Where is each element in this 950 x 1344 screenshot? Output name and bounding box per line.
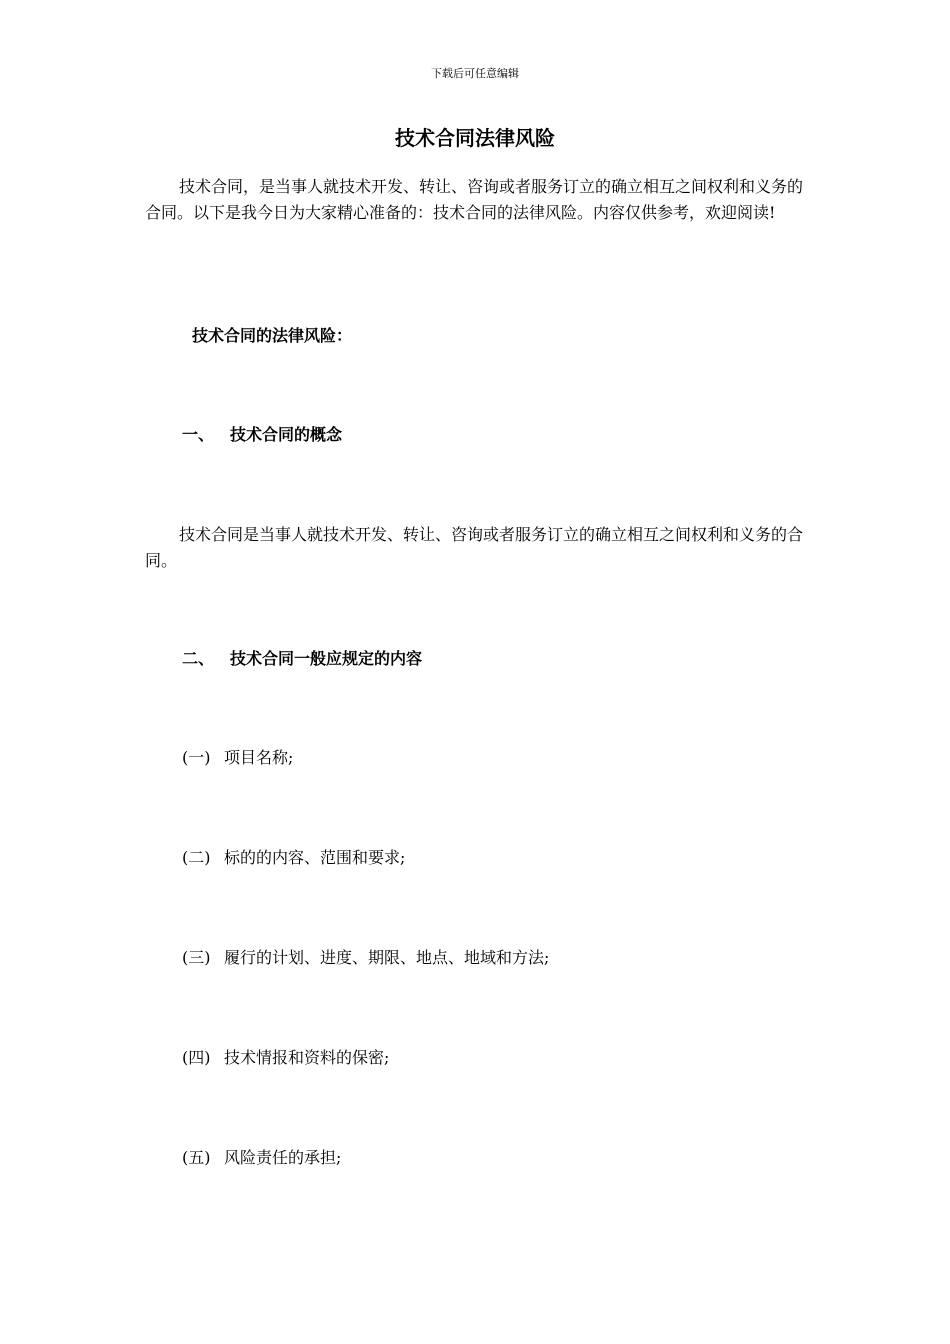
- list-item-number: (五): [182, 1148, 211, 1167]
- section-number: 一、: [182, 425, 215, 444]
- list-item-text: 标的的内容、范围和要求;: [224, 848, 406, 867]
- list-item: [182, 846, 405, 870]
- list-item-number: (三): [182, 948, 211, 967]
- document-title: 技术合同法律风险: [395, 126, 555, 150]
- subheading-legal-risks: 技术合同的法律风险：: [192, 326, 353, 345]
- header-note: 下载后可任意编辑: [431, 67, 519, 80]
- section-heading-contents: [182, 647, 422, 671]
- list-item-number: (四): [182, 1048, 211, 1067]
- list-item-text: 履行的计划、进度、期限、地点、地域和方法;: [224, 948, 550, 967]
- intro-paragraph: 技术合同，是当事人就技术开发、转让、咨询或者服务订立的确立相互之间权利和义务的合同。以下是我今日为大家精心准备的：技术合同的法律风险。内容仅供参考，欢迎阅读!: [145, 177, 804, 222]
- list-item-text: 风险责任的承担;: [224, 1148, 342, 1167]
- section-title: 技术合同一般应规定的内容: [230, 649, 423, 668]
- list-item-number: (二): [182, 848, 211, 867]
- list-item-text: 技术情报和资料的保密;: [224, 1048, 390, 1067]
- section-title: 技术合同的概念: [230, 425, 343, 444]
- section-number: 二、: [182, 649, 215, 668]
- list-item: [182, 746, 293, 770]
- section-heading-concept: [182, 423, 342, 447]
- list-item: [182, 1146, 341, 1170]
- list-item-number: (一): [182, 748, 211, 767]
- list-item-text: 项目名称;: [224, 748, 294, 767]
- list-item: [182, 1046, 389, 1070]
- definition-paragraph: 技术合同是当事人就技术开发、转让、咨询或者服务订立的确立相互之间权利和义务的合同。: [145, 525, 804, 570]
- list-item: [182, 946, 549, 970]
